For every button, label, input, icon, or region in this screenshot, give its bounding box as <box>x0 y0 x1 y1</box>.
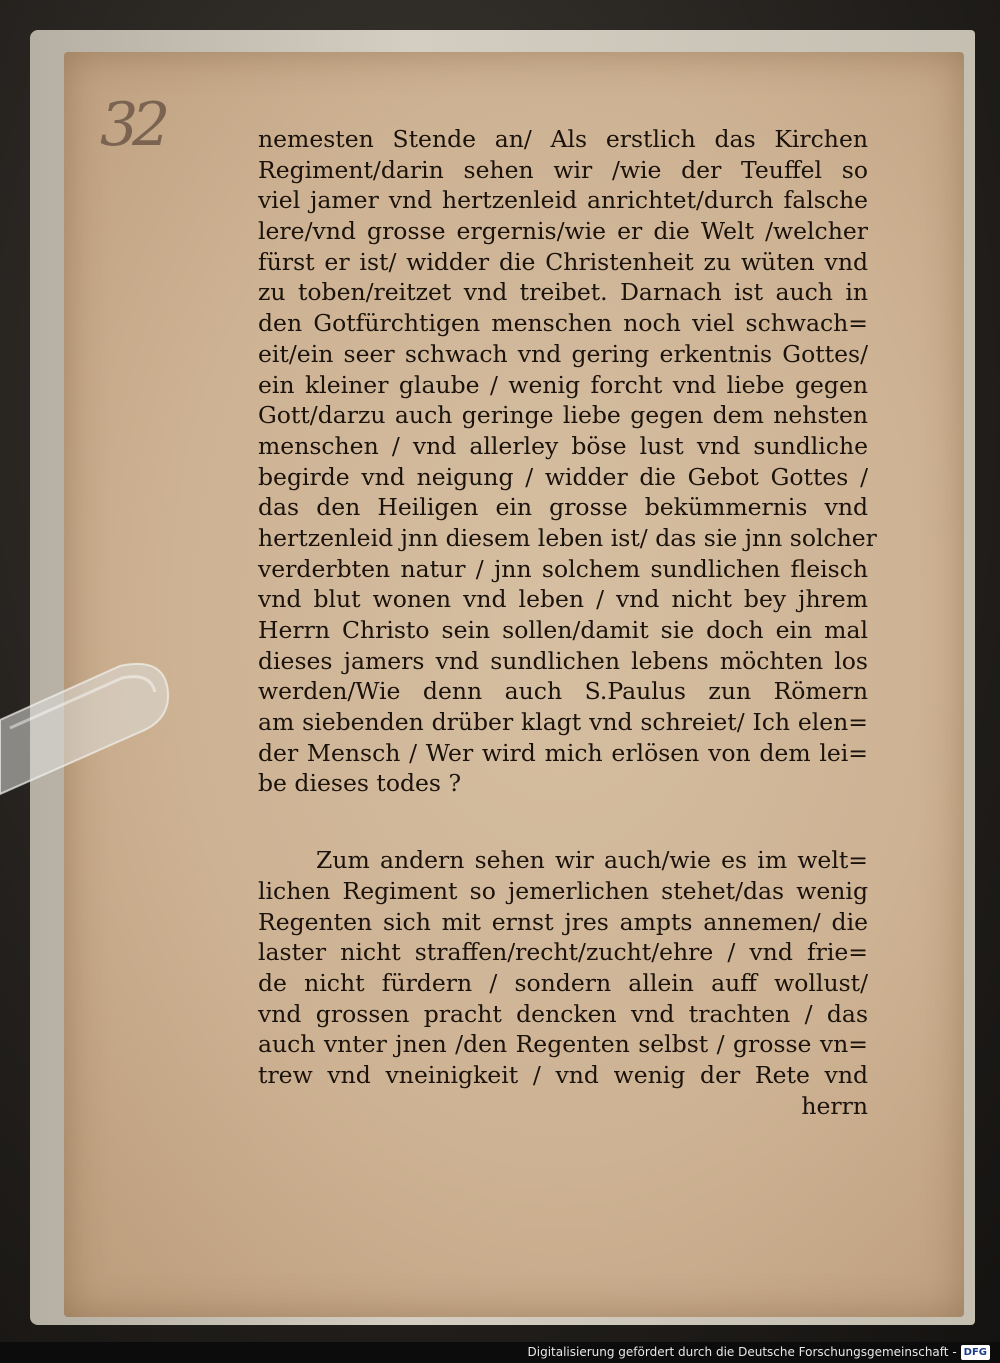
text-line: Regenten sich mit ernst jres ampts annemen/ die <box>258 907 868 936</box>
text-line: auch vnter jnen /den Regenten selbst / grosse vn= <box>258 1030 868 1059</box>
text-line: laster nicht straffen/recht/zucht/ehre / vnd frie= <box>258 938 868 967</box>
text-line: Zum andern sehen wir auch/wie es im welt= <box>316 846 868 875</box>
text-line: ein kleiner glaube / wenig forcht vnd liebe gegen <box>258 370 868 399</box>
text-line: viel jamer vnd hertzenleid anrichtet/durch falsche <box>258 186 868 215</box>
text-line: vnd blut wonen vnd leben / vnd nicht bey jhrem <box>258 585 868 614</box>
text-line: verderbten natur / jnn solchem sundlichen fleisch <box>258 554 868 583</box>
text-line: de nicht fürdern / sondern allein auff wollust/ <box>258 968 868 997</box>
paragraph-2 <box>258 845 868 1091</box>
text-line: den Gotfürchtigen menschen noch viel schwach= <box>258 309 868 338</box>
text-line: vnd grossen pracht dencken vnd trachten / das <box>258 999 868 1028</box>
footer-bar <box>0 1342 1000 1363</box>
text-line: nemesten Stende an/ Als erstlich das Kirchen <box>258 125 868 153</box>
text-line: das den Heiligen ein grosse bekümmernis vnd <box>258 493 868 522</box>
text-line: trew vnd vneinigkeit / vnd wenig der Rete vnd <box>258 1060 868 1089</box>
paragraph-1 <box>258 124 877 799</box>
text-line: lere/vnd grosse ergernis/wie er die Welt /welcher <box>258 217 868 246</box>
text-line: lichen Regiment so jemerlichen stehet/das wenig <box>258 876 868 905</box>
text-line: be dieses todes ? <box>258 769 462 798</box>
text-line: fürst er ist/ widder die Christenheit zu wüten vnd <box>258 247 868 276</box>
dfg-logo: DFG <box>961 1345 990 1360</box>
handwritten-page-number: 32 <box>100 90 165 160</box>
text-line: zu toben/reitzet vnd treibet. Darnach ist auch in <box>258 278 868 307</box>
text-line: begirde vnd neigung / widder die Gebot Gottes / <box>258 462 868 491</box>
text-line: am siebenden drüber klagt vnd schreiet/ Ich elen= <box>258 708 868 737</box>
funding-notice: Digitalisierung gefördert durch die Deutsche Forschungsgemeinschaft - <box>527 1345 957 1359</box>
text-line: der Mensch / Wer wird mich erlösen von dem lei= <box>258 738 868 767</box>
text-line: werden/Wie denn auch S.Paulus zun Römern <box>258 677 868 706</box>
text-line: Regiment/darin sehen wir /wie der Teuffel so <box>258 155 868 184</box>
text-line: dieses jamers vnd sundlichen lebens möchten los <box>258 646 868 675</box>
text-line: menschen / vnd allerley böse lust vnd sundliche <box>258 431 868 460</box>
text-block <box>258 124 877 1121</box>
text-line: hertzenleid jnn diesem leben ist/ das sie jnn solcher <box>258 523 877 552</box>
catchword: herrn <box>801 1091 868 1120</box>
text-line: Gott/darzu auch geringe liebe gegen dem nehsten <box>258 401 868 430</box>
text-line: Herrn Christo sein sollen/damit sie doch ein mal <box>258 616 868 644</box>
text-line: eit/ein seer schwach vnd gering erkentnis Gottes/ <box>258 339 868 368</box>
paragraph-gap <box>258 799 868 845</box>
